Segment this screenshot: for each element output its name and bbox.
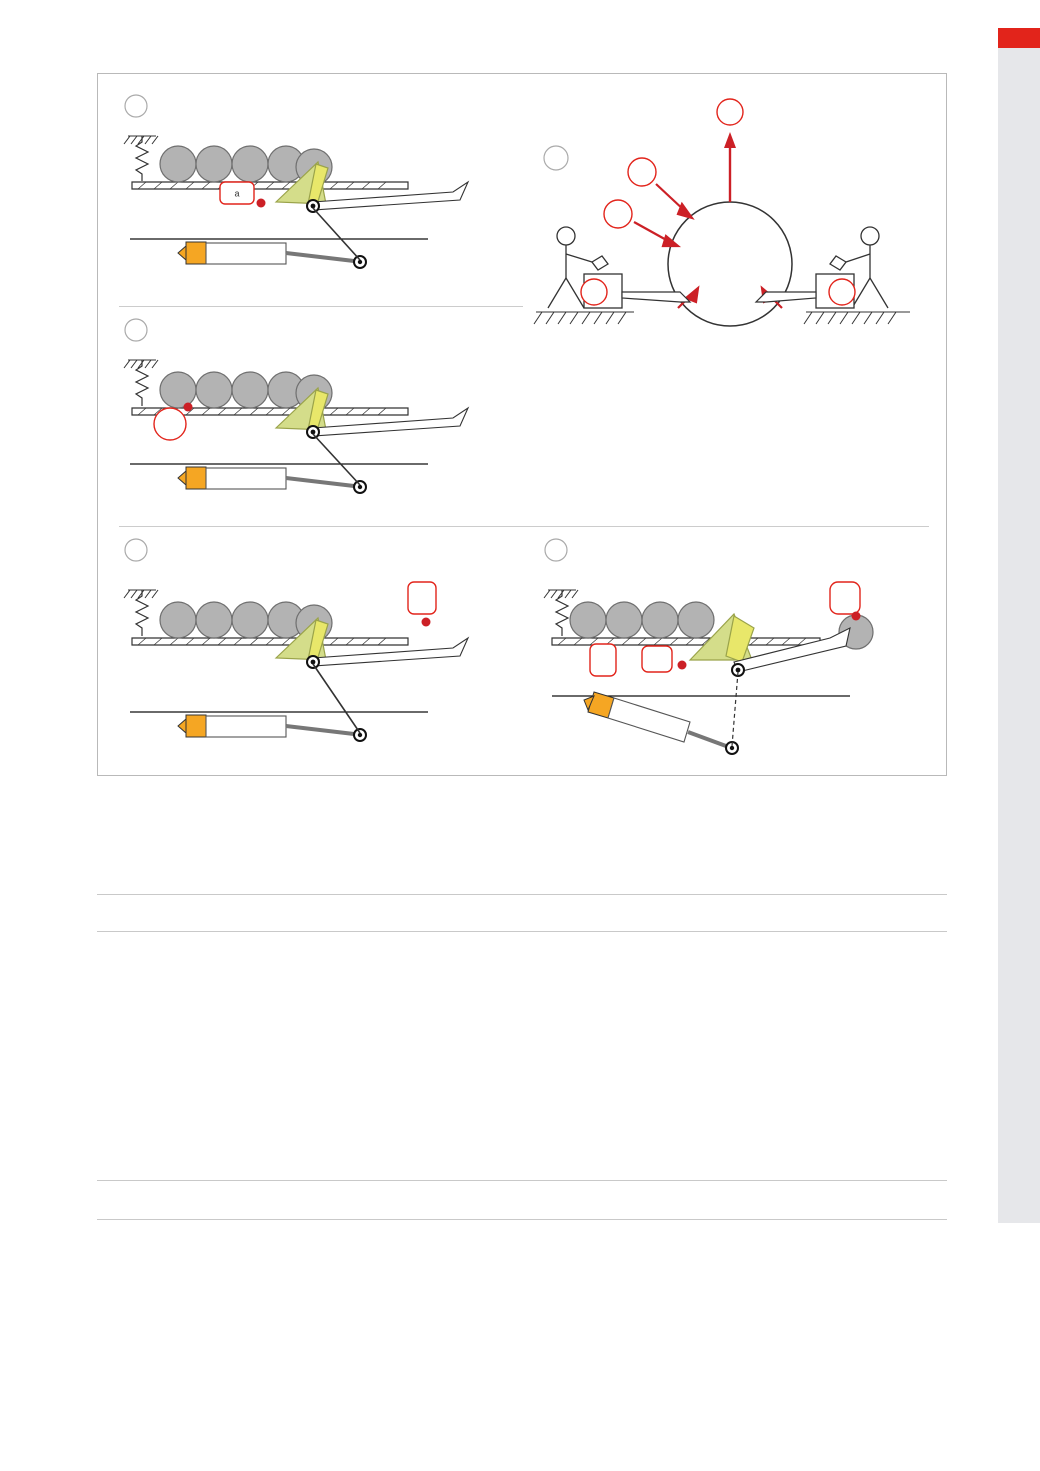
content-rule-4 [97,1219,947,1220]
marker-dot-mid [678,661,687,670]
hydraulic-cylinder [178,242,366,268]
callout-rounded-rect [408,582,436,614]
callout-rect-left [590,644,616,676]
callout-circle-left [604,200,632,228]
panel-1-marker-circle [125,95,147,117]
hydraulic-cylinder [178,715,366,741]
callout-circle-top [717,99,743,125]
callout-a-label: a [234,188,240,199]
marker-dot-right [852,612,861,621]
panel-2-diagram [108,314,518,524]
panel-3-diagram [108,534,518,764]
panel-3-marker-circle [125,539,147,561]
page-edge-tab [998,28,1040,48]
panel-4-diagram [530,96,930,426]
marker-dot [257,199,266,208]
panel-5-diagram [530,534,930,764]
callout-circle-left-base [581,279,607,305]
callout-rect-right [830,582,860,614]
panel-4-marker-circle [544,146,568,170]
marker-dot [184,403,193,412]
callout-circle [154,408,186,440]
marker-dot [422,618,431,627]
panel-2-marker-circle [125,319,147,341]
panel-1-diagram [108,84,518,304]
figure-frame [97,73,947,776]
panel-separator-bottom [119,526,929,527]
callout-rect-mid [642,646,672,672]
content-rule-1 [97,894,947,895]
content-rule-3 [97,1180,947,1181]
sphere [668,202,792,326]
page-edge-band [998,48,1040,1223]
hydraulic-cylinder [178,467,366,493]
callout-circle-right-base [829,279,855,305]
panel-separator-top [119,306,523,307]
panel-5-marker-circle [545,539,567,561]
callout-circle-upper-left [628,158,656,186]
content-rule-2 [97,931,947,932]
hydraulic-cylinder [584,692,738,754]
